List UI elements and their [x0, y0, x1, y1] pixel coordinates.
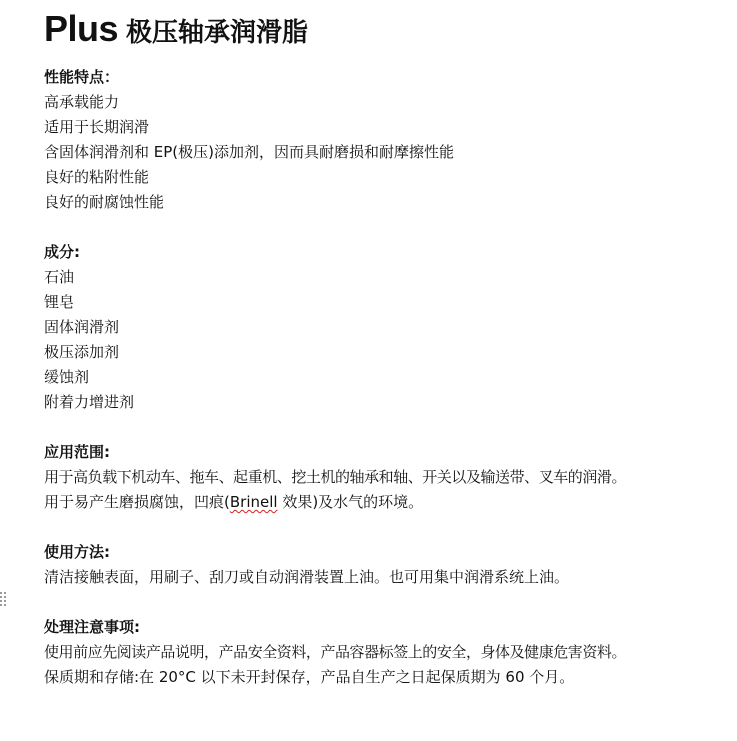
ingredient-item: 缓蚀剂: [44, 368, 90, 386]
precautions-heading: 处理注意事项:: [44, 618, 140, 636]
application-line-text: 效果)及水气的环境。: [277, 493, 424, 511]
ingredient-item: 石油: [44, 268, 75, 286]
precautions-line: 使用前应先阅读产品说明，产品安全资料，产品容器标签上的安全，身体及健康危害资料。: [44, 643, 627, 661]
feature-item: 良好的粘附性能: [44, 168, 150, 186]
feature-item: 良好的耐腐蚀性能: [44, 193, 165, 211]
document-body: [44, 8, 734, 715]
application-heading: 应用范围:: [44, 443, 110, 461]
ingredients-heading: 成分:: [44, 243, 80, 261]
ingredient-item: 固体润滑剂: [44, 318, 120, 336]
ingredient-item: 锂皂: [44, 293, 75, 311]
ingredient-item: 极压添加剂: [44, 343, 120, 361]
spellcheck-word: Brinell: [229, 493, 278, 511]
precautions-line: 保质期和存储:在 20°C 以下未开封保存，产品自生产之日起保质期为 60 个月。: [44, 668, 575, 686]
feature-item: 适用于长期润滑: [44, 118, 150, 136]
precautions-section: [44, 615, 734, 690]
application-line-text: 用于易产生磨损腐蚀，凹痕(: [44, 493, 230, 511]
product-title: [44, 8, 734, 52]
features-section: [44, 65, 734, 215]
usage-line: 清洁接触表面，用刷子、刮刀或自动润滑装置上油。也可用集中润滑系统上油。: [44, 568, 570, 586]
application-line: 用于高负载下机动车、拖车、起重机、挖土机的轴承和轴、开关以及输送带、叉车的润滑。: [44, 468, 627, 486]
ingredient-item: 附着力增进剂: [44, 393, 135, 411]
ingredients-section: [44, 240, 734, 415]
feature-item: 含固体润滑剂和 EP(极压)添加剂，因而具耐磨损和耐摩擦性能: [44, 143, 454, 161]
drag-handle-icon[interactable]: [0, 592, 8, 608]
usage-heading: 使用方法:: [44, 543, 110, 561]
application-line: [44, 490, 734, 515]
usage-section: [44, 540, 734, 590]
product-title-chinese: 极压轴承润滑脂: [126, 18, 309, 48]
application-section: [44, 440, 734, 515]
feature-item: 高承载能力: [44, 93, 120, 111]
product-title-latin: Plus: [44, 8, 119, 49]
features-heading: 性能特点：: [44, 68, 120, 86]
